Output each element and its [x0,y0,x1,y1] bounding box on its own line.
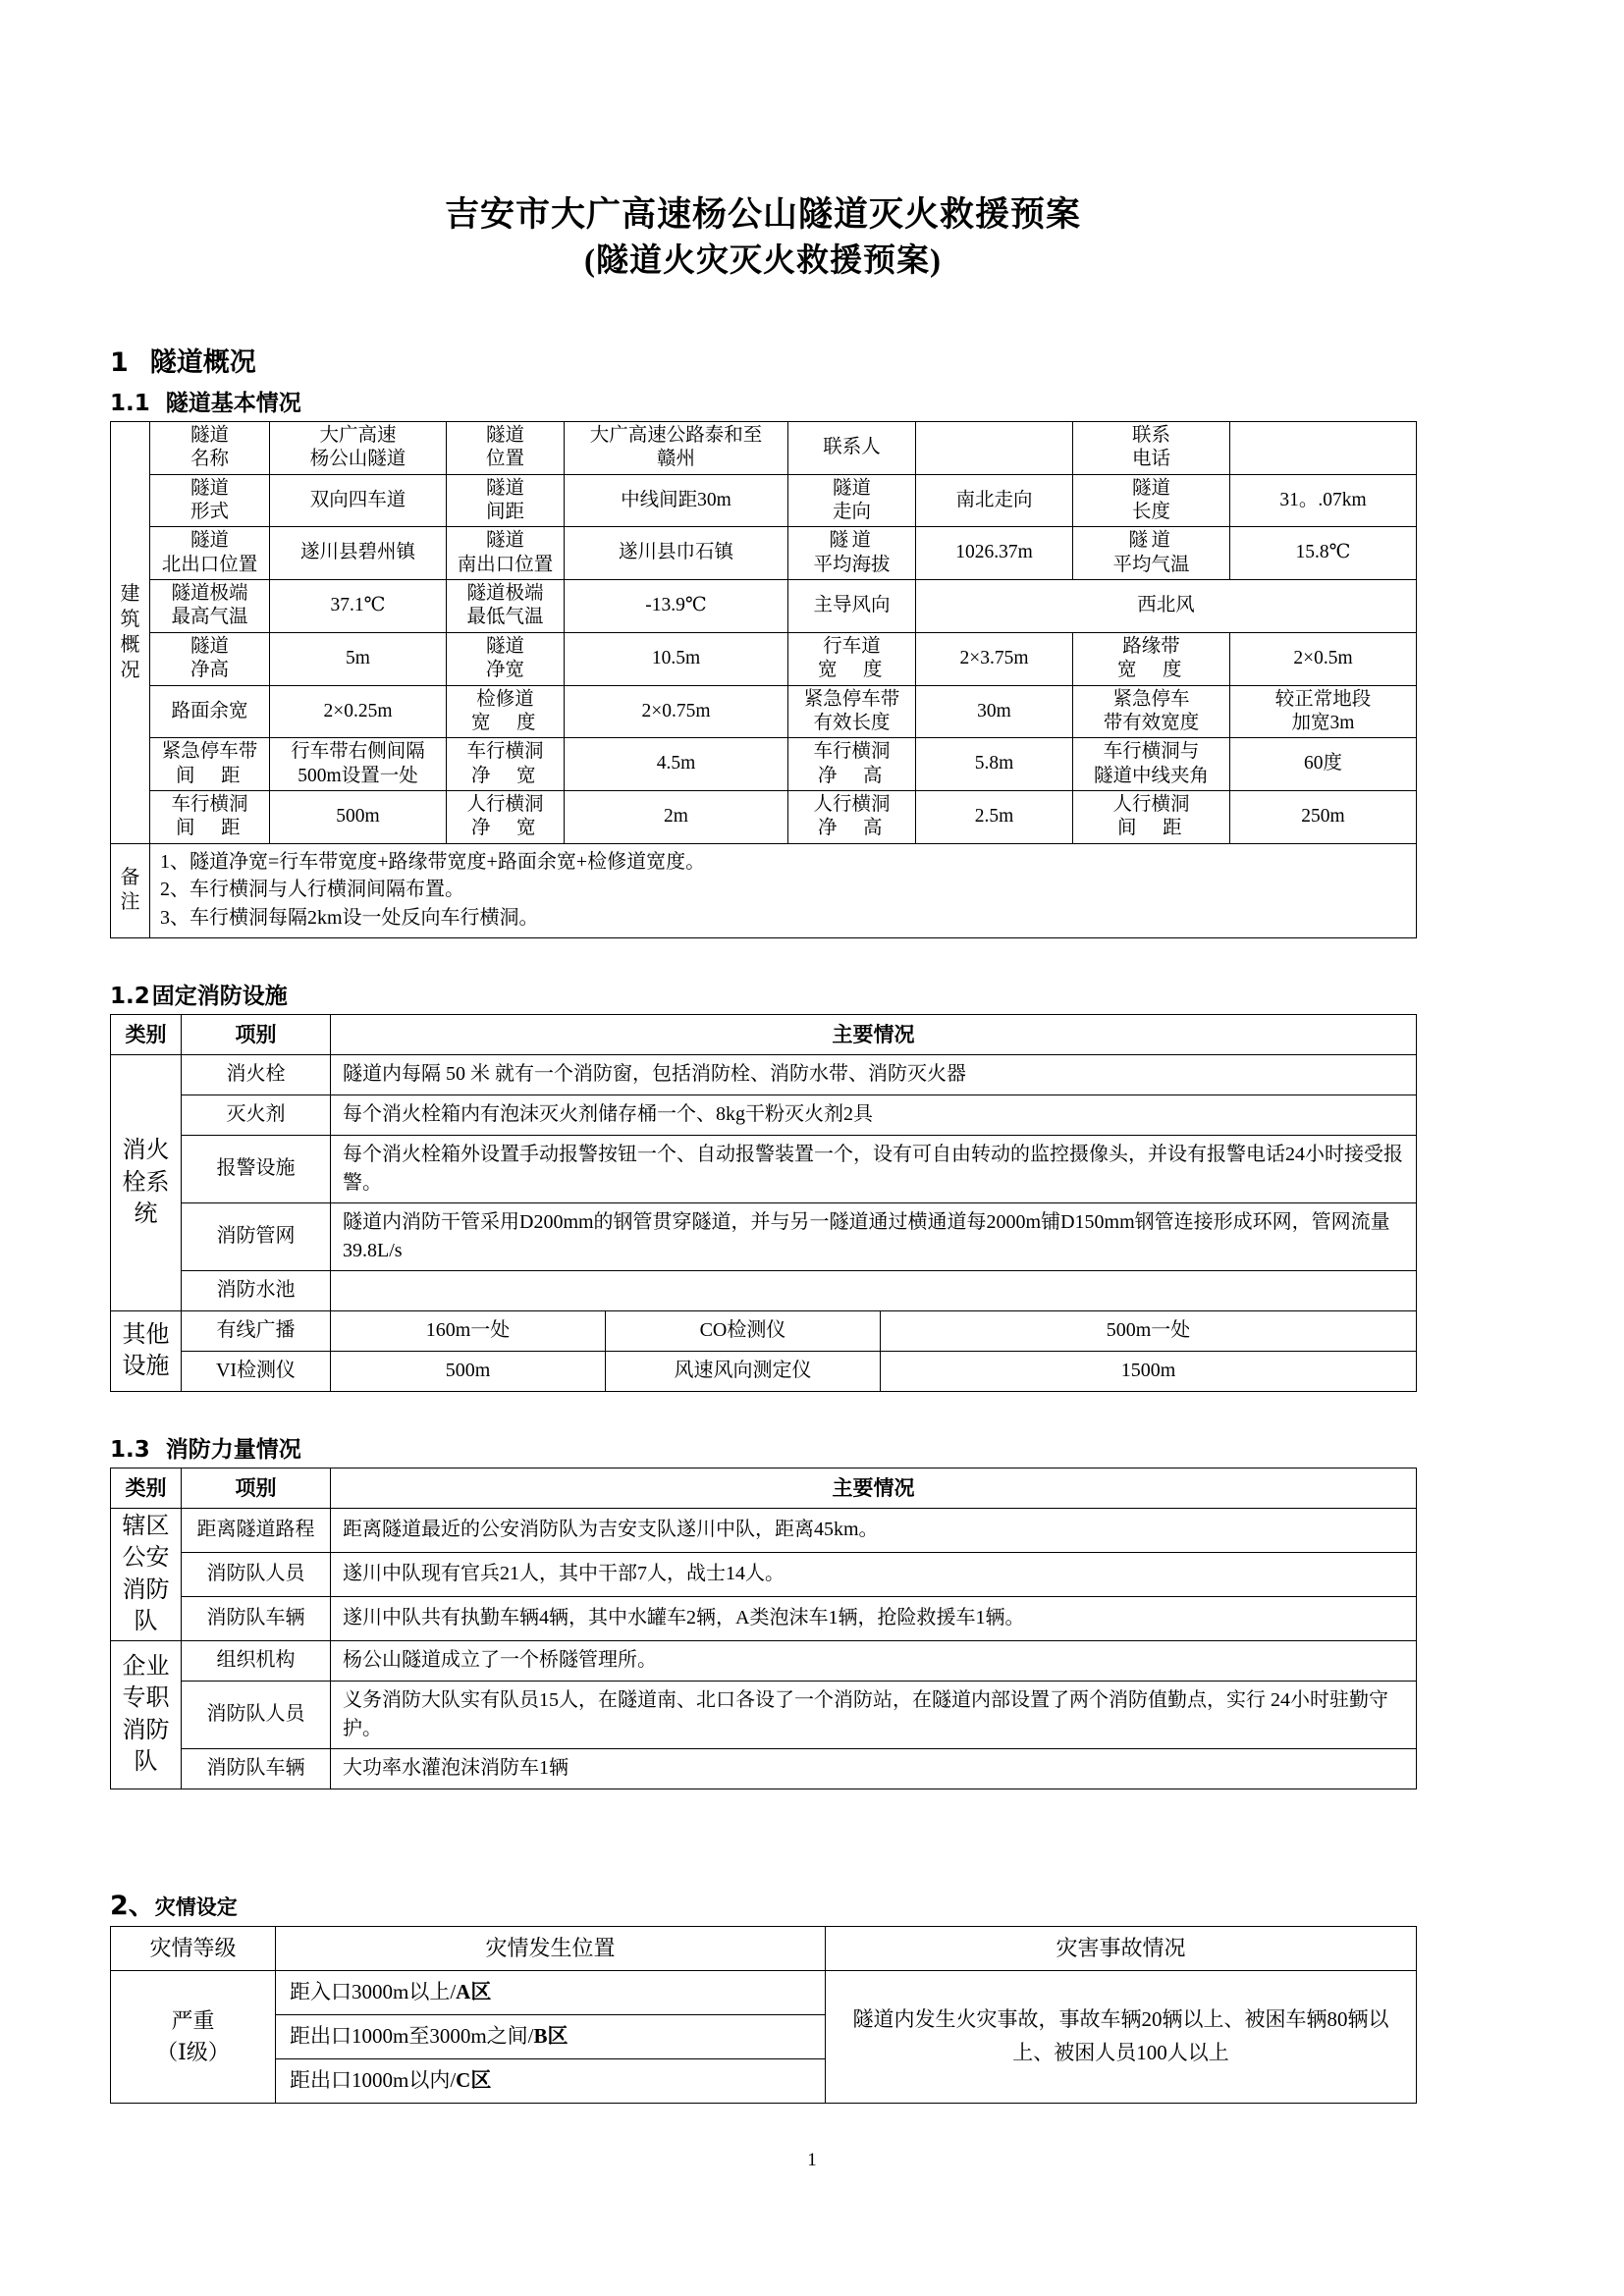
section-1-3-number: 1.3 [110,1436,150,1463]
cell-key: 隧道 位置 [447,421,565,474]
item-label: 消防队人员 [182,1552,331,1596]
col-header-situation: 灾害事故情况 [826,1926,1417,1970]
note-line: 2、车行横洞与人行横洞间隔布置。 [160,879,464,901]
item-label: 组织机构 [182,1640,331,1681]
cell-key: 紧急停车带 间 距 [150,738,270,791]
cell-key: 隧道 平均海拔 [788,527,916,580]
item-label: 报警设施 [182,1135,331,1202]
col-header-item: 项别 [182,1014,331,1054]
section-2-number: 2、 [110,1890,155,1921]
tunnel-basic-table [110,421,1417,938]
item-detail: 隧道内每隔 50 米 就有一个消防窗，包括消防栓、消防水带、消防灭火器 [331,1054,1417,1095]
table-row [111,474,1417,527]
section-1-2-number: 1.2 [110,983,150,1009]
document-subtitle: (隧道火灾灭火救援预案) [584,243,942,280]
col-header-item: 项别 [182,1468,331,1508]
item-detail: 每个消火栓箱内有泡沫灭火剂储存桶一个、8kg干粉灭火剂2具 [331,1095,1417,1135]
table-row [111,1351,1417,1391]
group-label-hydrant-system: 消火 栓系 统 [111,1054,182,1310]
col-header-level: 灾情等级 [111,1926,276,1970]
item-label: 灭火剂 [182,1095,331,1135]
table-row [111,1095,1417,1135]
cell-key: 隧道 北出口位置 [150,527,270,580]
table-row [111,1552,1417,1596]
cell-key: 隧道 平均气温 [1073,527,1230,580]
cell-value: 双向四车道 [270,474,447,527]
cell-key: 车行横洞 间 距 [150,791,270,844]
location-text: 距出口1000m至3000m之间/ [290,2024,534,2049]
cell-value: 10.5m [565,632,788,685]
table-header-row [111,1468,1417,1508]
note-line: 1、隧道净宽=行车带宽度+路缘带宽度+路面余宽+检修道宽度。 [160,850,706,873]
notes-content [150,843,1417,937]
cell-value: 西北风 [916,580,1417,633]
item-value: 160m一处 [331,1310,606,1351]
table-row [111,1202,1417,1270]
section-1-3-title: 消防力量情况 [165,1436,301,1463]
item-label-2: 风速风向测定仪 [606,1351,881,1391]
table-row [111,632,1417,685]
table-row [111,527,1417,580]
cell-value: 遂川县巾石镇 [565,527,788,580]
item-value-2: 1500m [881,1351,1417,1391]
cell-value: 4.5m [565,738,788,791]
section-1-title: 隧道概况 [149,347,256,378]
item-label-2: CO检测仪 [606,1310,881,1351]
cell-value: -13.9℃ [565,580,788,633]
item-detail: 遂川中队共有执勤车辆4辆，其中水罐车2辆，A类泡沫车1辆，抢险救援车1辆。 [331,1596,1417,1640]
item-detail: 杨公山隧道成立了一个桥隧管理所。 [331,1640,1417,1681]
section-1-2-title: 固定消防设施 [151,983,288,1009]
cell-key: 人行横洞 净 高 [788,791,916,844]
col-header-category: 类别 [111,1014,182,1054]
table-row [111,738,1417,791]
cell-key: 行车道 宽 度 [788,632,916,685]
table-row [111,1596,1417,1640]
item-detail: 遂川中队现有官兵21人，其中干部7人，战士14人。 [331,1552,1417,1596]
item-label: 消防水池 [182,1270,331,1310]
table-notes-row [111,843,1417,937]
page-number: 1 [807,2150,817,2170]
cell-key: 隧道 南出口位置 [447,527,565,580]
cell-key: 隧道极端 最低气温 [447,580,565,633]
table-row [111,1748,1417,1789]
cell-value: 2×0.5m [1230,632,1417,685]
cell-key: 隧道 形式 [150,474,270,527]
table-row [111,1270,1417,1310]
cell-value: 中线间距30m [565,474,788,527]
cell-value: 2.5m [916,791,1073,844]
group-label-enterprise-brigade: 企业 专职 消防 队 [111,1640,182,1789]
location-zone: A区 [456,1980,492,2004]
note-line: 3、车行横洞每隔2km设一处反向车行横洞。 [160,906,539,929]
cell-key: 路缘带 宽 度 [1073,632,1230,685]
section-1-number: 1 [110,347,129,378]
cell-key: 隧道极端 最高气温 [150,580,270,633]
cell-value: 60度 [1230,738,1417,791]
cell-key: 主导风向 [788,580,916,633]
fire-facilities-table [110,1014,1417,1392]
location-text: 距出口1000m以内/ [290,2068,457,2093]
section-1-1-heading [110,385,1416,417]
cell-value: 行车带右侧间隔 500m设置一处 [270,738,447,791]
section-1-1-title: 隧道基本情况 [165,390,301,416]
table-row [111,1508,1417,1552]
item-label: 消防管网 [182,1202,331,1270]
table-row [111,1054,1417,1095]
cell-key: 隧道 间距 [447,474,565,527]
cell-key: 车行横洞 净 高 [788,738,916,791]
item-detail: 大功率水灌泡沫消防车1辆 [331,1748,1417,1789]
location-zone: B区 [533,2024,568,2049]
building-overview-label: 建 筑 概 况 [111,421,150,843]
cell-key: 隧道 净宽 [447,632,565,685]
table-row [111,1310,1417,1351]
disaster-situation: 隧道内发生火灾事故，事故车辆20辆以上、被困车辆80辆以上、被困人员100人以上 [826,1970,1417,2103]
cell-value: 1026.37m [916,527,1073,580]
cell-key: 人行横洞 间 距 [1073,791,1230,844]
item-label: 消防队车辆 [182,1596,331,1640]
cell-value: 5.8m [916,738,1073,791]
notes-label: 备 注 [111,843,150,937]
fire-force-table [110,1468,1417,1789]
table-header-row [111,1014,1417,1054]
page-content [110,0,1416,2104]
location-text: 距入口3000m以上/ [290,1980,457,2004]
table-row [111,1681,1417,1748]
item-detail: 义务消防大队实有队员15人，在隧道南、北口各设了一个消防站，在隧道内部设置了两个消防值勤点，实行 24小时驻勤守护。 [331,1681,1417,1748]
section-1-1-number: 1.1 [110,390,150,416]
disaster-location [276,1970,826,2014]
item-value-2: 500m一处 [881,1310,1417,1351]
cell-value: 15.8℃ [1230,527,1417,580]
col-header-main: 主要情况 [331,1014,1417,1054]
cell-value: 31。.07km [1230,474,1417,527]
cell-key: 人行横洞 净 宽 [447,791,565,844]
table-row [111,1970,1417,2014]
table-row [111,685,1417,738]
location-zone: C区 [456,2068,492,2093]
group-label-public-security-brigade: 辖区 公安 消防 队 [111,1508,182,1640]
cell-value: 2m [565,791,788,844]
item-detail: 距离隧道最近的公安消防队为吉安支队遂川中队，距离45km。 [331,1508,1417,1552]
cell-key: 隧道 名称 [150,421,270,474]
document-title: 吉安市大广高速杨公山隧道灭火救援预案 [444,195,1081,234]
table-row [111,1135,1417,1202]
cell-key: 隧道 走向 [788,474,916,527]
section-1-heading [110,341,1416,379]
col-header-category: 类别 [111,1468,182,1508]
cell-value: 500m [270,791,447,844]
item-detail [331,1270,1417,1310]
cell-key: 隧道 长度 [1073,474,1230,527]
cell-value: 较正常地段 加宽3m [1230,685,1417,738]
cell-key: 联系人 [788,421,916,474]
cell-key: 紧急停车 带有效宽度 [1073,685,1230,738]
cell-key: 车行横洞与 隧道中线夹角 [1073,738,1230,791]
cell-key: 路面余宽 [150,685,270,738]
section-1-2-heading [110,978,1416,1010]
item-label: 消防队车辆 [182,1748,331,1789]
item-label: 消防队人员 [182,1681,331,1748]
table-row [111,1640,1417,1681]
cell-key: 隧道 净高 [150,632,270,685]
disaster-level: 严重 （Ⅰ级） [111,1970,276,2103]
table-row [111,791,1417,844]
col-header-location: 灾情发生位置 [276,1926,826,1970]
item-detail: 隧道内消防干管采用D200mm的钢管贯穿隧道，并与另一隧道通过横通道每2000m铺D150mm钢管连接形成环网，管网流量39.8L/s [331,1202,1417,1270]
item-value: 500m [331,1351,606,1391]
group-label-other-facilities: 其他 设施 [111,1310,182,1391]
section-2-heading [110,1884,1416,1922]
item-label: VI检测仪 [182,1351,331,1391]
cell-value [916,421,1073,474]
cell-value: 250m [1230,791,1417,844]
cell-value: 30m [916,685,1073,738]
item-label: 距离隧道路程 [182,1508,331,1552]
table-row [111,580,1417,633]
item-detail: 每个消火栓箱外设置手动报警按钮一个、自动报警装置一个，设有可自由转动的监控摄像头，并设有报警电话24小时接受报警。 [331,1135,1417,1202]
cell-value: 南北走向 [916,474,1073,527]
cell-value: 遂川县碧州镇 [270,527,447,580]
table-row [111,421,1417,474]
cell-value: 37.1℃ [270,580,447,633]
cell-key: 车行横洞 净 宽 [447,738,565,791]
disaster-location [276,2058,826,2103]
cell-value: 5m [270,632,447,685]
cell-value: 2×0.25m [270,685,447,738]
cell-value: 大广高速公路泰和至 赣州 [565,421,788,474]
section-1-3-heading [110,1431,1416,1464]
table-header-row [111,1926,1417,1970]
disaster-setting-table [110,1926,1417,2104]
disaster-location [276,2014,826,2058]
item-label: 有线广播 [182,1310,331,1351]
col-header-main: 主要情况 [331,1468,1417,1508]
item-label: 消火栓 [182,1054,331,1095]
cell-key: 联系 电话 [1073,421,1230,474]
cell-value: 大广高速 杨公山隧道 [270,421,447,474]
cell-value [1230,421,1417,474]
cell-key: 检修道 宽 度 [447,685,565,738]
cell-value: 2×3.75m [916,632,1073,685]
section-2-title: 灾情设定 [154,1895,238,1919]
cell-value: 2×0.75m [565,685,788,738]
cell-key: 紧急停车带 有效长度 [788,685,916,738]
